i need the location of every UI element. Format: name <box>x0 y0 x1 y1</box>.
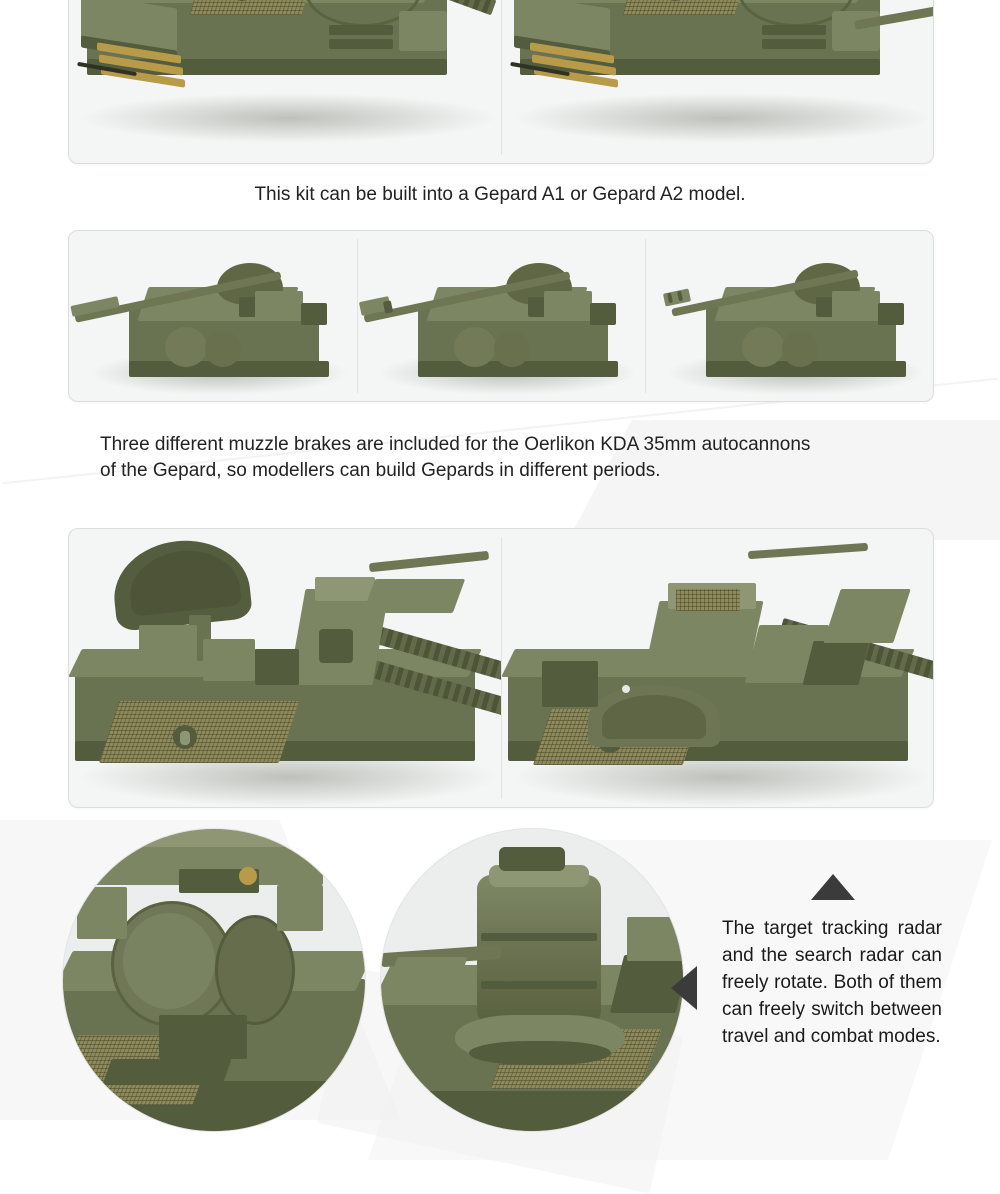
search-radar-closeup-circle <box>380 828 684 1132</box>
muzzle-brake-caption-line2: of the Gepard, so modellers can build Gepards in different periods. <box>100 460 661 481</box>
search-radar-stowed-render <box>502 529 933 807</box>
hull-top-comparison-panel <box>68 0 934 164</box>
gepard-a1-hull-top-render <box>69 0 501 163</box>
muzzle-brake-comparison-panel <box>68 230 934 402</box>
radar-position-comparison-panel <box>68 528 934 808</box>
search-radar-raised-render <box>69 529 501 807</box>
radar-note-text: The target tracking radar and the search radar can freely rotate. Both of them can freely switch between travel and combat modes. <box>722 918 942 1047</box>
kit-variants-caption: This kit can be built into a Gepard A1 or Gepard A2 model. <box>254 184 746 205</box>
muzzle-brake-caption-line1: Three different muzzle brakes are included for the Oerlikon KDA 35mm autocannons <box>100 434 811 455</box>
muzzle-brake-type-1-render <box>69 231 357 401</box>
gepard-a2-hull-top-render <box>502 0 933 163</box>
muzzle-brake-type-3-render <box>646 231 933 401</box>
left-pointing-triangle-icon <box>671 966 697 1010</box>
up-pointing-triangle-icon <box>811 874 855 900</box>
muzzle-brake-type-2-render <box>358 231 645 401</box>
tracking-radar-closeup-circle <box>62 828 366 1132</box>
